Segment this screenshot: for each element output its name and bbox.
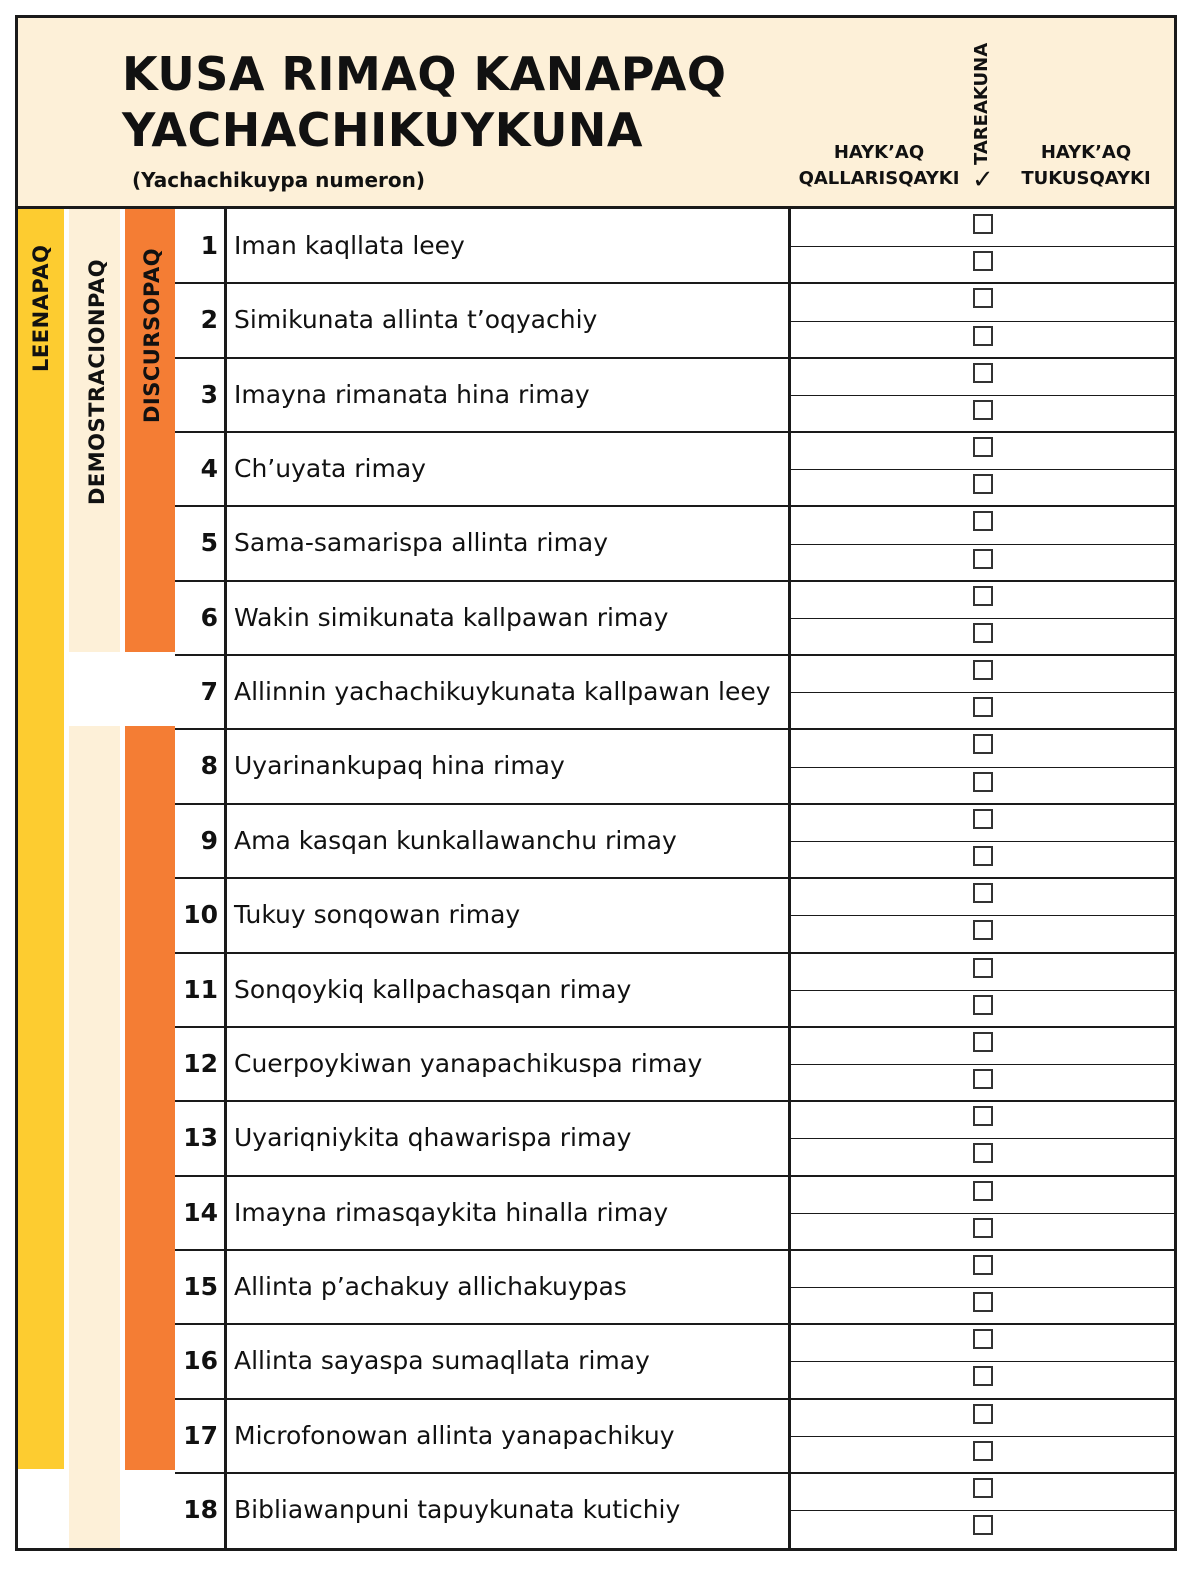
lesson-title: Simikunata allinta t’oqyachiy [234,305,598,335]
lesson-number: 11 [183,974,218,1004]
discursopaq-label: DISCURSOPAQ [140,247,164,423]
lesson-number: 6 [200,602,218,632]
lesson-title: Ch’uyata rimay [234,454,426,484]
lesson-title: Imayna rimasqaykita hinalla rimay [234,1197,669,1227]
lesson-title: Bibliawanpuni tapuykunata kutichiy [234,1494,681,1524]
lesson-title: Allinta p’achakuy allichakuypas [234,1271,627,1301]
lesson-number: 7 [200,677,218,707]
title-line-2: YACHACHIKUYKUNA [122,103,644,157]
lesson-number: 17 [183,1420,218,1450]
lesson-number: 4 [200,454,218,484]
lesson-number: 13 [183,1123,218,1153]
lesson-title: Sonqoykiq kallpachasqan rimay [234,974,632,1004]
table-frame [15,15,1177,1551]
lesson-number: 10 [183,900,218,930]
lesson-number: 2 [200,305,218,335]
lesson-title: Tukuy sonqowan rimay [234,900,521,930]
subtitle: (Yachachikuypa numeron) [132,168,426,192]
lesson-title: Allinta sayaspa sumaqllata rimay [234,1346,650,1376]
lesson-number: 12 [183,1048,218,1078]
lesson-number: 9 [200,825,218,855]
end-date-column-header: HAYK’AQ TUKUSQAYKI [1021,142,1151,189]
lesson-title: Allinnin yachachikuykunata kallpawan leey [234,677,771,707]
lesson-title: Ama kasqan kunkallawanchu rimay [234,825,677,855]
lesson-title: Wakin simikunata kallpawan rimay [234,602,669,632]
lesson-number: 5 [200,528,218,558]
lesson-number: 8 [200,751,218,781]
lesson-title: Microfonowan allinta yanapachikuy [234,1420,675,1450]
title-line-1: KUSA RIMAQ KANAPAQ [122,47,727,101]
lesson-number: 1 [200,231,218,260]
lesson-title: Iman kaqllata leey [234,231,465,260]
lesson-number: 15 [183,1271,218,1301]
lesson-title: Uyarinankupaq hina rimay [234,751,565,781]
lesson-number: 18 [183,1494,218,1524]
assignments-column-header: TAREAKUNA [971,42,992,165]
leenapaq-label: LEENAPAQ [29,244,53,372]
lesson-title: Sama-samarispa allinta rimay [234,528,609,558]
lesson-number: 3 [200,379,218,409]
lesson-title: Imayna rimanata hina rimay [234,379,590,409]
start-date-column-header: HAYK’AQ QALLARISQAYKI [798,142,960,189]
checkmark-icon: ✓ [972,165,994,195]
demostracionpaq-label: DEMOSTRACIONPAQ [85,258,109,505]
lesson-number: 16 [183,1346,218,1376]
lesson-number: 14 [183,1197,218,1227]
lesson-title: Cuerpoykiwan yanapachikuspa rimay [234,1048,703,1078]
lesson-title: Uyariqniykita qhawarispa rimay [234,1123,632,1153]
